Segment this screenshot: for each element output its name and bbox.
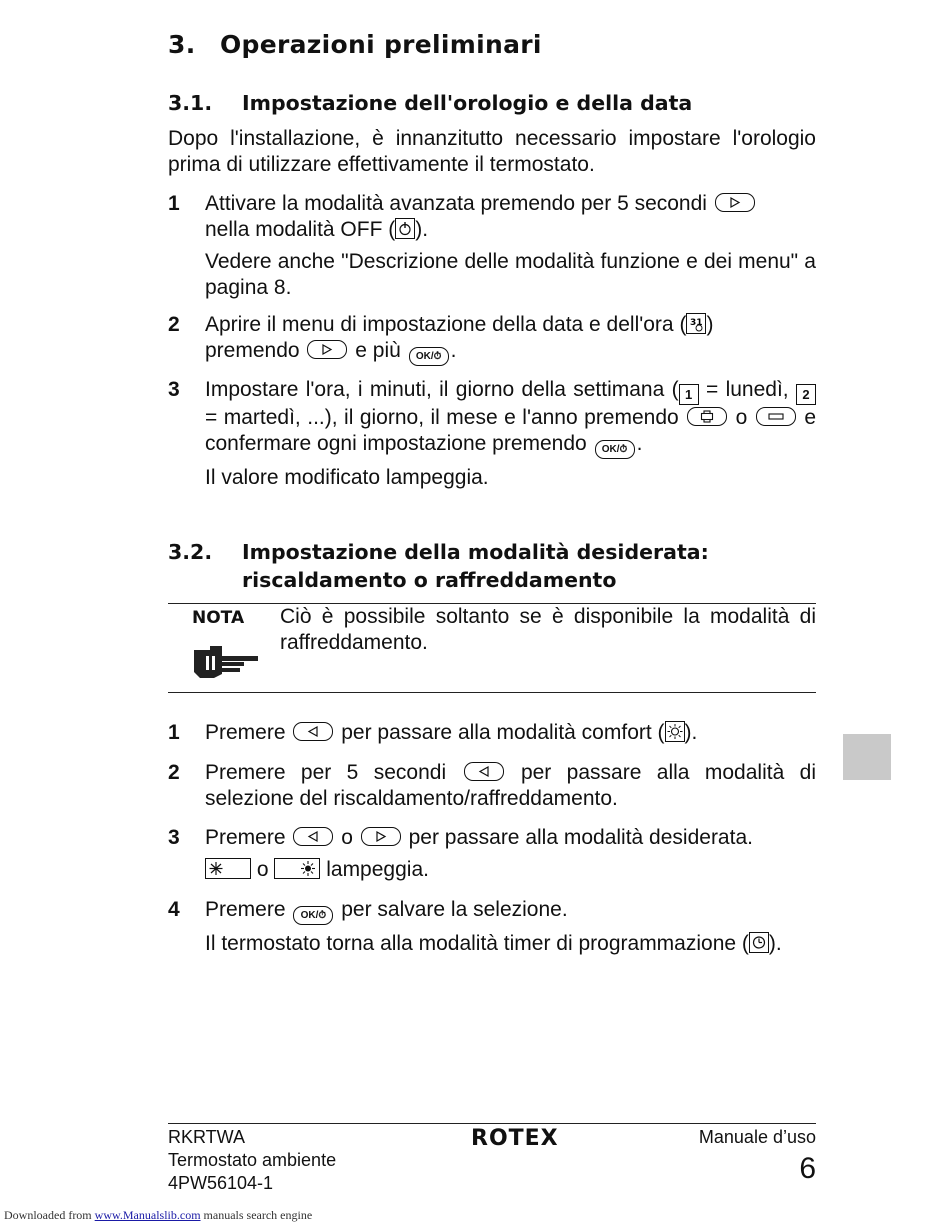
step-number: 4 — [168, 898, 180, 921]
document-code: 4PW56104-1 — [168, 1173, 274, 1193]
step-text: = lunedì, — [705, 378, 789, 401]
step-text: . — [636, 432, 643, 455]
download-banner — [4, 1208, 312, 1223]
step-text: e più — [355, 339, 401, 362]
section-3-heading — [168, 30, 542, 59]
ok-key-icon: OK/⏱ — [595, 440, 635, 459]
snowflake-cooling-icon — [205, 858, 251, 879]
chapter-tab — [843, 734, 891, 780]
step-2 — [168, 312, 816, 366]
step-text: o — [735, 406, 748, 429]
note-bottom-rule — [168, 692, 816, 693]
step-text: per passare alla modalità desiderata. — [408, 826, 753, 849]
power-icon — [395, 218, 415, 239]
step-note: Il valore modificato lampeggia. — [205, 466, 489, 489]
step-number: 1 — [168, 721, 180, 744]
step-1 — [168, 720, 816, 746]
document-type: Manuale d’uso — [698, 1127, 816, 1147]
step-3 — [168, 377, 816, 491]
step-text: ) — [706, 313, 714, 336]
step-text: ). — [415, 218, 429, 241]
footer-rule — [168, 1123, 816, 1124]
step-number: 2 — [168, 313, 180, 336]
minus-key-icon — [756, 407, 796, 426]
step-text: ). — [684, 721, 698, 744]
left-arrow-key-icon — [293, 722, 333, 741]
step-text: premendo — [205, 339, 300, 362]
step-3 — [168, 825, 816, 883]
plus-key-icon — [687, 407, 727, 426]
download-prefix: Downloaded from — [4, 1208, 92, 1222]
ok-key-icon: OK/⏱ — [293, 906, 333, 925]
page-number: 6 — [799, 1152, 816, 1185]
note-text: Ciò è possibile soltanto se è disponibile la modalità di raffreddamento. — [280, 605, 816, 654]
step-note — [205, 857, 816, 883]
section-number: 3. — [168, 30, 196, 59]
step-text: Il termostato torna alla modalità timer di programmazione ( — [205, 932, 749, 955]
model-code: RKRTWA — [168, 1127, 246, 1147]
step-4 — [168, 897, 816, 957]
right-arrow-key-icon — [715, 193, 755, 212]
note-label: NOTA — [192, 608, 245, 628]
section-title: Operazioni preliminari — [220, 30, 542, 59]
timer-clock-icon — [749, 932, 769, 953]
step-text: . — [450, 339, 457, 362]
left-arrow-key-icon — [464, 762, 504, 781]
section-number: 3.1. — [168, 91, 213, 115]
manualslib-link[interactable]: www.Manualslib.com — [94, 1208, 201, 1222]
step-text: per passare alla modalità comfort ( — [341, 721, 665, 744]
right-arrow-key-icon — [361, 827, 401, 846]
step-text: ). — [768, 932, 782, 955]
step-text: o — [341, 826, 353, 849]
section-title-line2: riscaldamento o raffreddamento — [242, 568, 617, 592]
step-1 — [168, 191, 816, 301]
step-text: per passare alla modalità di selezione del riscaldamento/raffreddamento. — [205, 761, 816, 810]
step-text: Attivare la modalità avanzata premendo per 5 secondi — [205, 192, 707, 215]
step-number: 3 — [168, 378, 180, 401]
svg-text:31: 31 — [690, 318, 703, 328]
day-1-icon: 1 — [679, 384, 699, 405]
step-text: lampeggia. — [326, 858, 429, 881]
step-2 — [168, 760, 816, 812]
step-number: 1 — [168, 192, 180, 215]
download-suffix: manuals search engine — [203, 1208, 313, 1222]
section-3-1-heading — [168, 89, 692, 117]
step-text: Premere — [205, 721, 286, 744]
step-number: 2 — [168, 761, 180, 784]
right-arrow-key-icon — [307, 340, 347, 359]
sun-heating-icon — [274, 858, 320, 879]
section-number: 3.2. — [168, 540, 213, 564]
day-2-icon: 2 — [796, 384, 816, 405]
sun-comfort-icon — [665, 721, 685, 742]
left-arrow-key-icon — [293, 827, 333, 846]
step-text: o — [256, 858, 269, 881]
intro-paragraph: Dopo l'installazione, è innanzitutto necessario impostare l'orologio prima di utilizzare effettivamente il termostato. — [168, 127, 816, 176]
step-text: Aprire il menu di impostazione della data e dell'ora ( — [205, 313, 687, 336]
ok-key-icon: OK/⏱ — [409, 347, 449, 366]
step-text: = martedì, ...), il giorno, il mese e l'anno premendo — [205, 406, 679, 429]
footer-left — [168, 1126, 336, 1195]
step-text: e confermare ogni impostazione premendo — [205, 406, 817, 455]
step-text: nella modalità OFF ( — [205, 218, 396, 241]
step-text: Impostare l'ora, i minuti, il giorno della settimana ( — [205, 378, 679, 401]
step-text: Premere per 5 secondi — [205, 761, 447, 784]
section-title: Impostazione dell'orologio e della data — [242, 91, 693, 115]
section-title-line1: Impostazione della modalità desiderata: — [242, 540, 709, 564]
step-number: 3 — [168, 826, 180, 849]
section-3-2-heading — [168, 538, 709, 594]
calendar-clock-icon — [686, 313, 706, 334]
pointing-hand-icon — [192, 638, 260, 685]
footer-right — [699, 1126, 816, 1189]
step-text: Premere — [205, 826, 286, 849]
product-name: Termostato ambiente — [168, 1150, 337, 1170]
page-footer — [168, 1123, 816, 1193]
step-text: Premere — [205, 898, 286, 921]
rotex-logo: ROTEX — [471, 1126, 559, 1151]
step-text: per salvare la selezione. — [341, 898, 568, 921]
step-note: Vedere anche "Descrizione delle modalità funzione e dei menu" a pagina 8. — [205, 250, 816, 299]
step-note — [205, 931, 816, 957]
